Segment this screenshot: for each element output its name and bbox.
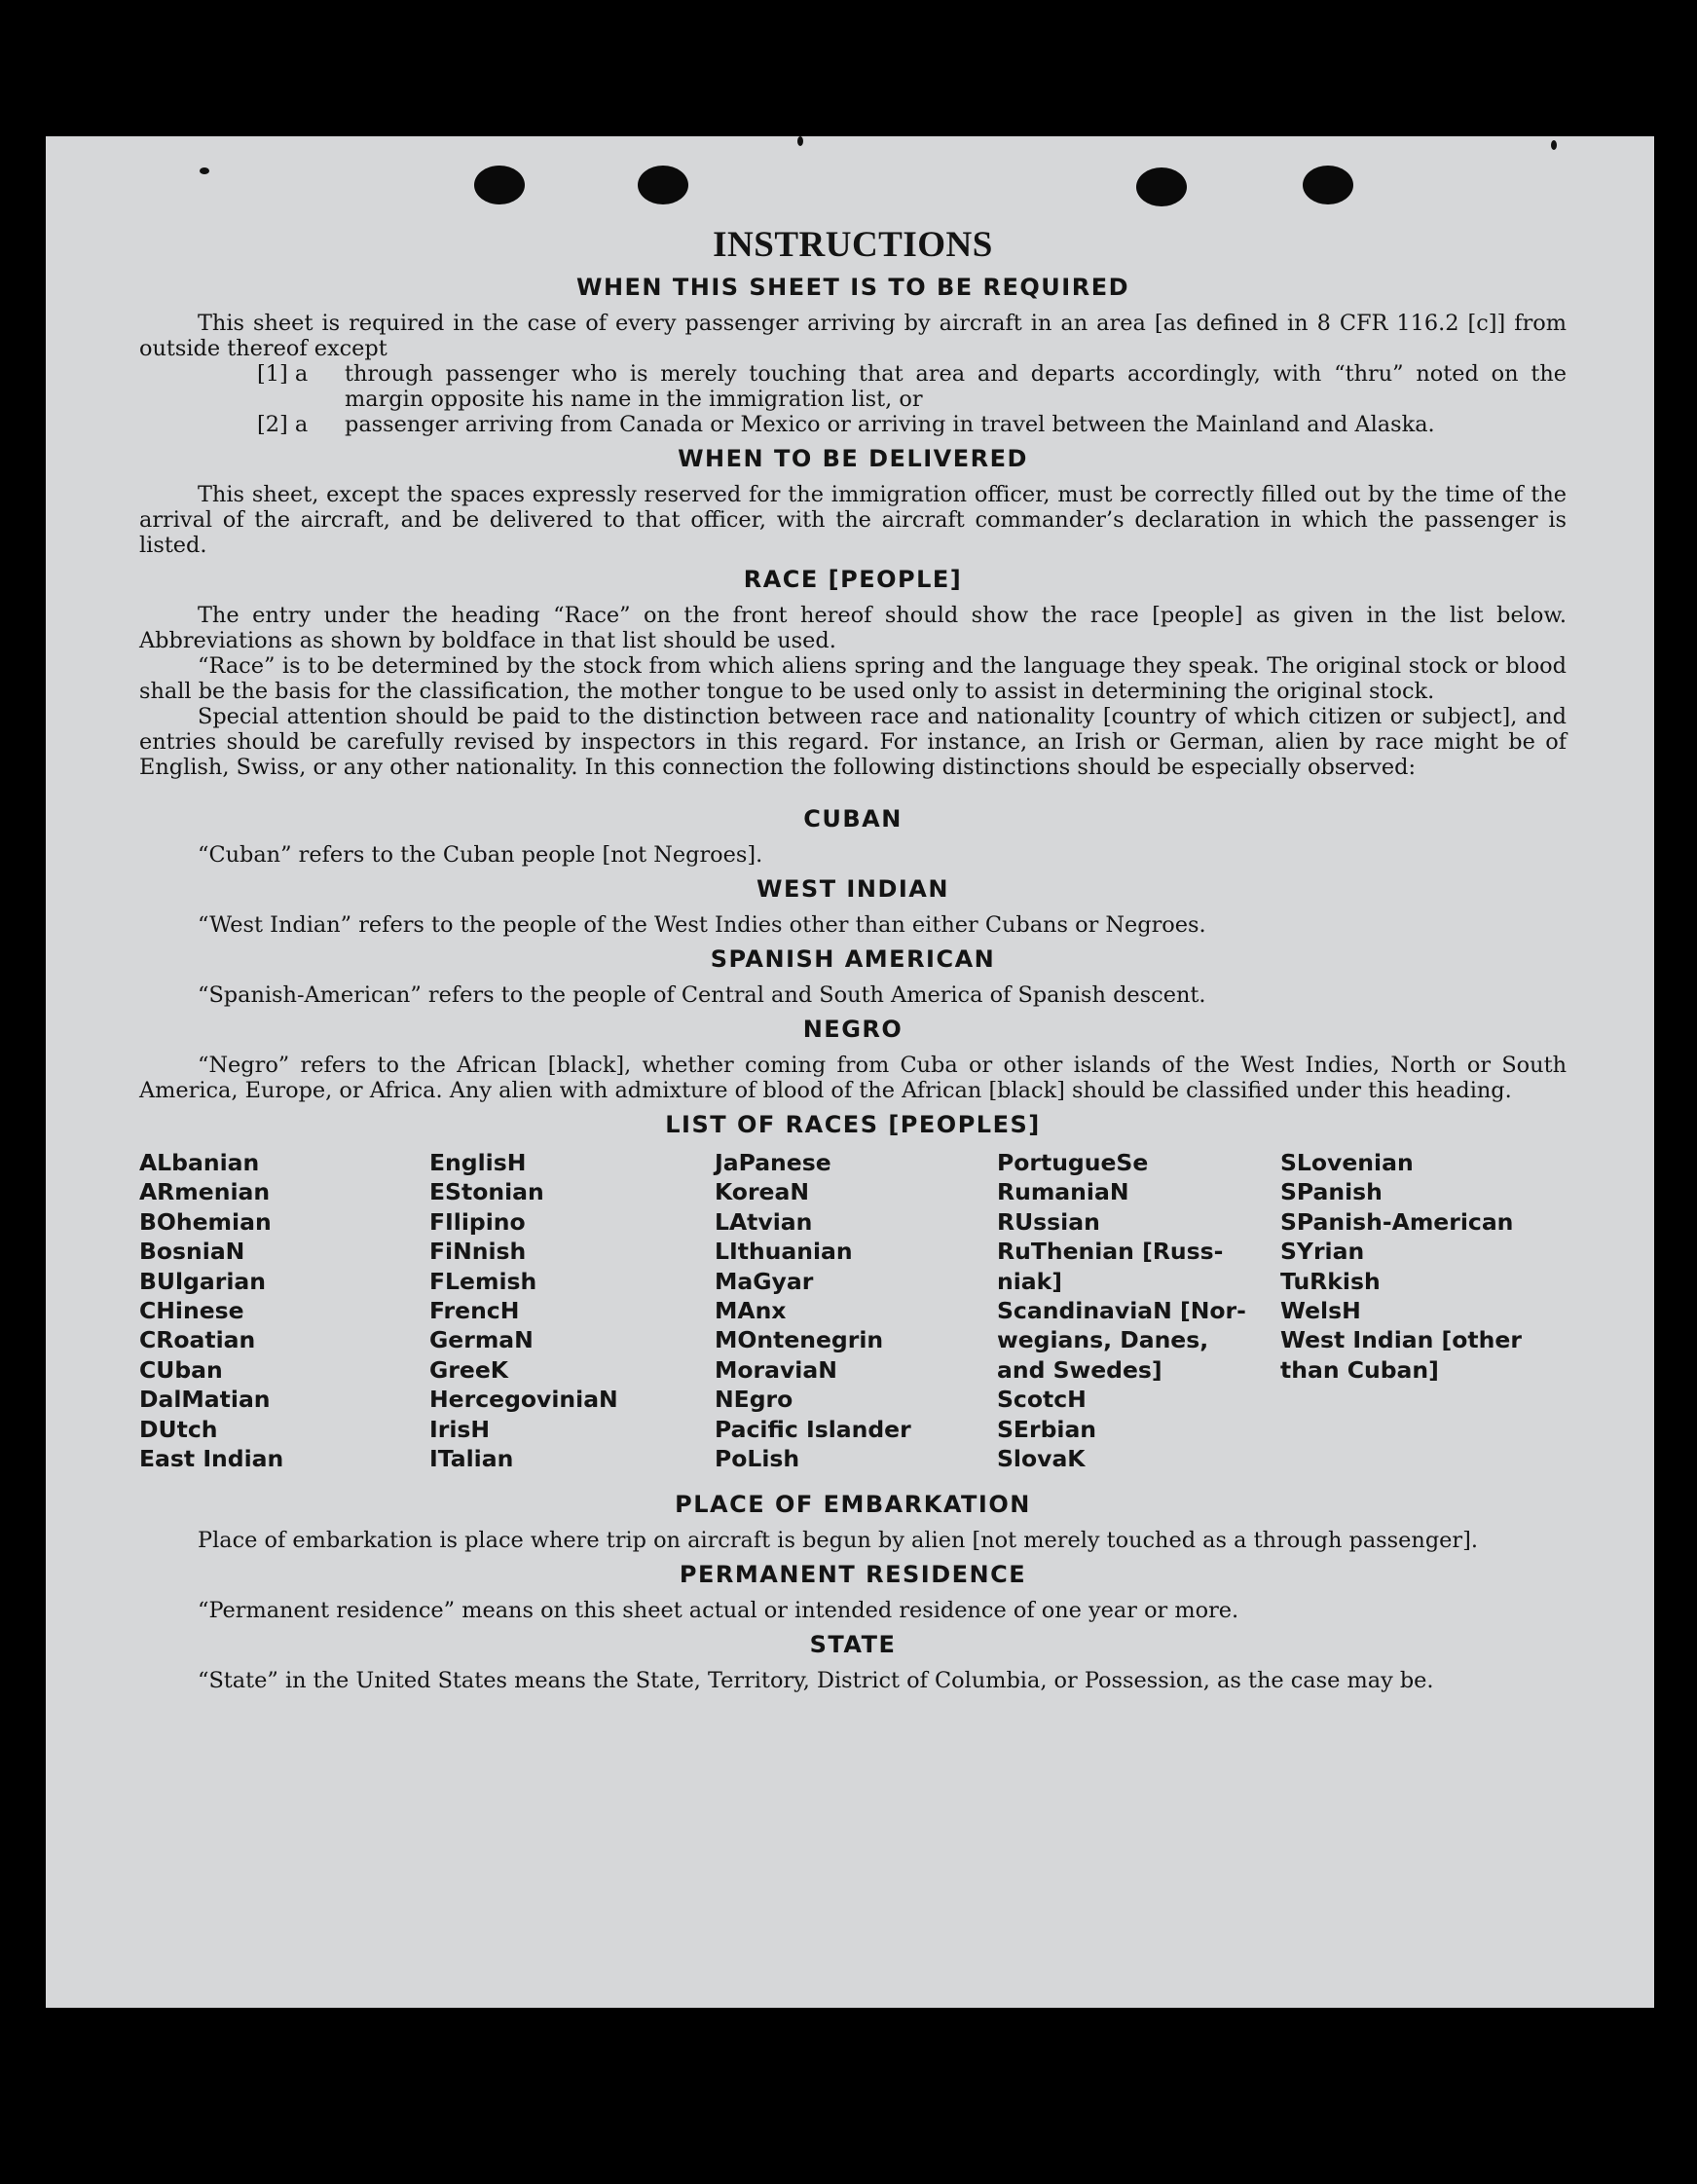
race-entry: ScandinaviaN [Nor- wegians, Danes, and Swedes] bbox=[997, 1297, 1246, 1384]
exception-item bbox=[139, 361, 1567, 412]
race-entry: West Indian [other than Cuban] bbox=[1280, 1326, 1522, 1384]
race-entry: FLemish bbox=[429, 1267, 537, 1295]
speck-mark bbox=[1551, 140, 1557, 150]
speck-mark bbox=[797, 136, 803, 146]
when-required-intro: This sheet is required in the case of every passenger arriving by aircraft in an area [as defined in 8 CFR 116.2 [c]] from outside thereof except bbox=[139, 311, 1567, 361]
document-sheet bbox=[46, 136, 1654, 2008]
race-entry: ALbanian bbox=[139, 1149, 260, 1176]
punch-hole bbox=[474, 166, 525, 204]
spanish-american-text: “Spanish-American” refers to the people of Central and South America of Spanish descent. bbox=[198, 982, 1206, 1008]
races-column bbox=[715, 1148, 997, 1473]
race-entry: East Indian bbox=[139, 1445, 284, 1473]
exception-text: through passenger who is merely touching that area and departs accordingly, with “thru” noted on the margin opposite his name in the immigration list, or bbox=[345, 361, 1567, 412]
exception-text: passenger arriving from Canada or Mexico or arriving in travel between the Mainland and Alaska. bbox=[345, 412, 1435, 437]
section-heading-residence: PERMANENT RESIDENCE bbox=[679, 1561, 1027, 1589]
race-entry: NEgro bbox=[715, 1386, 793, 1414]
race-entry: ARmenian bbox=[139, 1178, 271, 1206]
race-entry: MoraviaN bbox=[715, 1355, 837, 1384]
race-entry: ITalian bbox=[429, 1445, 514, 1473]
section-heading-race: RACE [PEOPLE] bbox=[743, 566, 963, 593]
race-entry: SLovenian bbox=[1280, 1149, 1414, 1176]
race-entry: CUban bbox=[139, 1355, 223, 1384]
race-entry: CHinese bbox=[139, 1297, 244, 1325]
race-entry: SErbian bbox=[997, 1415, 1097, 1443]
race-entry: RuThenian [Russ- niak] bbox=[997, 1238, 1224, 1295]
section-heading-list-of-races: LIST OF RACES [PEOPLES] bbox=[665, 1111, 1041, 1138]
exception-item bbox=[139, 412, 1567, 437]
race-entry: LAtvian bbox=[715, 1207, 813, 1236]
race-entry: MaGyar bbox=[715, 1267, 814, 1295]
race-entry: GreeK bbox=[429, 1355, 508, 1384]
race-entry: SYrian bbox=[1280, 1238, 1365, 1266]
exception-marker: [1] a bbox=[257, 361, 309, 387]
race-entry: PortugueSe bbox=[997, 1149, 1149, 1176]
races-column bbox=[429, 1148, 715, 1473]
race-entry: CRoatian bbox=[139, 1326, 256, 1354]
race-entry: IrisH bbox=[429, 1415, 491, 1443]
section-heading-negro: NEGRO bbox=[802, 1016, 904, 1043]
race-entry: DUtch bbox=[139, 1415, 218, 1443]
race-entry: GermaN bbox=[429, 1326, 534, 1354]
race-paragraph: Special attention should be paid to the distinction between race and nationality [country of which citizen or subject], and entries should be carefully revised by inspectors in this regard. For instance, an Irish or German, alien by race might be of English, Swiss, or any other nationality. In this connection the following distinctions should be especially observed: bbox=[139, 704, 1567, 780]
section-heading-when-required: WHEN THIS SHEET IS TO BE REQUIRED bbox=[575, 274, 1130, 301]
punch-hole bbox=[1136, 167, 1187, 206]
state-text: “State” in the United States means the State, Territory, District of Columbia, or Possession, as the case may be. bbox=[198, 1668, 1434, 1694]
race-entry: KoreaN bbox=[715, 1178, 809, 1206]
negro-text: “Negro” refers to the African [black], whether coming from Cuba or other islands of the West Indies, North or South America, Europe, or Africa. Any alien with admixture of blood of the African [black] should be classified under this heading. bbox=[139, 1053, 1567, 1103]
races-column bbox=[997, 1148, 1280, 1473]
when-delivered-text: This sheet, except the spaces expressly reserved for the immigration officer, must be correctly filled out by the time of the arrival of the aircraft, and be delivered to that officer, with the aircraft commander’s declaration in which the passenger is listed. bbox=[139, 482, 1567, 558]
race-entry: ScotcH bbox=[997, 1386, 1087, 1414]
race-entry: FrencH bbox=[429, 1297, 520, 1325]
west-indian-text: “West Indian” refers to the people of the West Indies other than either Cubans or Negroes. bbox=[198, 912, 1206, 938]
race-entry: SPanish-American bbox=[1280, 1207, 1514, 1236]
race-entry: EnglisH bbox=[429, 1149, 527, 1176]
punch-hole bbox=[638, 166, 688, 204]
section-heading-cuban: CUBAN bbox=[803, 805, 903, 833]
race-entry: HercegoviniaN bbox=[429, 1386, 618, 1414]
race-paragraph: The entry under the heading “Race” on the front hereof should show the race [people] as given in the list below. Abbreviations as shown by boldface in that list should be used. bbox=[139, 603, 1567, 653]
race-entry: JaPanese bbox=[715, 1149, 831, 1176]
section-heading-west-indian: WEST INDIAN bbox=[756, 875, 949, 903]
punch-hole bbox=[1303, 166, 1353, 204]
section-heading-when-delivered: WHEN TO BE DELIVERED bbox=[678, 445, 1028, 472]
page-title: INSTRUCTIONS bbox=[713, 225, 993, 265]
race-entry: FiNnish bbox=[429, 1238, 527, 1266]
race-entry: BosniaN bbox=[139, 1238, 245, 1266]
race-entry: SlovaK bbox=[997, 1445, 1086, 1473]
race-entry: MOntenegrin bbox=[715, 1326, 884, 1354]
races-list bbox=[139, 1148, 1567, 1473]
race-entry: RumaniaN bbox=[997, 1178, 1129, 1206]
race-entry: WelsH bbox=[1280, 1297, 1361, 1325]
races-column bbox=[139, 1148, 429, 1473]
race-entry: SPanish bbox=[1280, 1178, 1383, 1206]
section-heading-embarkation: PLACE OF EMBARKATION bbox=[675, 1491, 1031, 1519]
race-entry: FIlipino bbox=[429, 1207, 526, 1236]
instructions-content bbox=[139, 224, 1567, 1693]
races-column bbox=[1280, 1148, 1563, 1473]
race-paragraph: “Race” is to be determined by the stock from which aliens spring and the language they speak. The original stock or blood shall be the basis for the classification, the mother tongue to be used only to assist in determining the original stock. bbox=[139, 653, 1567, 704]
race-entry: BOhemian bbox=[139, 1207, 272, 1236]
race-entry: DalMatian bbox=[139, 1386, 271, 1414]
embarkation-text: Place of embarkation is place where trip on aircraft is begun by alien [not merely touched as a through passenger]. bbox=[198, 1528, 1478, 1554]
race-entry: RUssian bbox=[997, 1207, 1100, 1236]
race-entry: TuRkish bbox=[1280, 1267, 1381, 1295]
section-heading-state: STATE bbox=[809, 1631, 897, 1659]
race-entry: MAnx bbox=[715, 1297, 787, 1325]
speck-mark bbox=[203, 169, 207, 173]
race-entry: PoLish bbox=[715, 1445, 800, 1473]
race-entry: BUlgarian bbox=[139, 1267, 266, 1295]
residence-text: “Permanent residence” means on this sheet actual or intended residence of one year or more. bbox=[198, 1598, 1239, 1624]
race-entry: LIthuanian bbox=[715, 1238, 853, 1266]
race-entry: Pacific Islander bbox=[715, 1415, 911, 1443]
cuban-text: “Cuban” refers to the Cuban people [not Negroes]. bbox=[198, 842, 763, 868]
section-heading-spanish-american: SPANISH AMERICAN bbox=[710, 945, 996, 973]
race-entry: EStonian bbox=[429, 1178, 544, 1206]
exception-marker: [2] a bbox=[257, 412, 309, 437]
